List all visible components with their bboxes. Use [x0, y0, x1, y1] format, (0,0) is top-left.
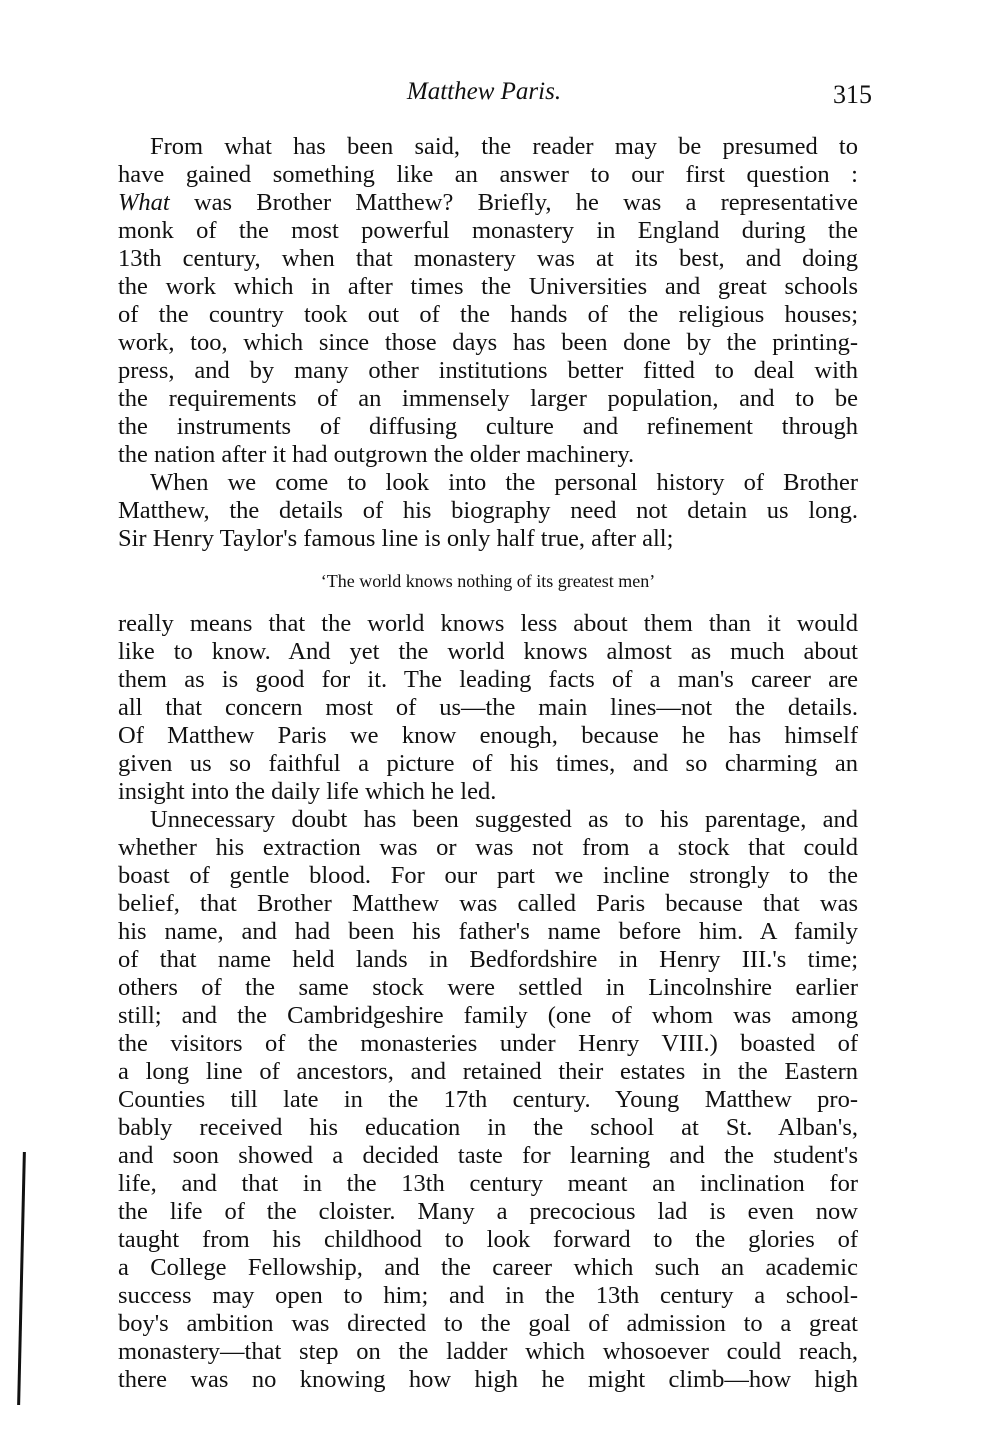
text-line: boy's ambition was directed to the goal of admission to a great — [118, 1310, 858, 1337]
body-text — [118, 133, 858, 1394]
text-line: work, too, which since those days has been done by the printing- — [118, 329, 858, 356]
running-title: Matthew Paris. — [406, 78, 562, 105]
text-line: given us so faithful a picture of his times, and so charming an — [118, 750, 858, 777]
text-line: the work which in after times the Universities and great schools — [118, 273, 858, 300]
text-line: the visitors of the monasteries under Henry VIII.) boasted of — [118, 1030, 858, 1057]
text-line: Of Matthew Paris we know enough, because he has himself — [118, 722, 858, 749]
text-line: whether his extraction was or was not from a stock that could — [118, 834, 858, 861]
text-line: Sir Henry Taylor's famous line is only half true, after all; — [118, 525, 674, 552]
text-line: the nation after it had outgrown the older machinery. — [118, 441, 635, 468]
text-line: Matthew, the details of his biography need not detain us long. — [118, 497, 858, 524]
text-line: insight into the daily life which he led. — [118, 778, 497, 805]
text-line: press, and by many other institutions better fitted to deal with — [118, 357, 858, 384]
text-line: them as is good for it. The leading facts of a man's career are — [118, 666, 858, 693]
text-line: From what has been said, the reader may be presumed to — [150, 133, 858, 160]
text-line: Unnecessary doubt has been suggested as to his parentage, and — [150, 806, 858, 833]
text-line: still; and the Cambridgeshire family (one of whom was among — [118, 1002, 858, 1029]
text-line: like to know. And yet the world knows almost as much about — [118, 638, 858, 665]
text-line: others of the same stock were settled in Lincolnshire earlier — [118, 974, 858, 1001]
text-line: When we come to look into the personal history of Brother — [150, 469, 858, 496]
text-line: there was no knowing how high he might climb—how high — [118, 1366, 858, 1393]
text-line: monastery—that step on the ladder which whosoever could reach, — [118, 1338, 858, 1365]
text-line: a long line of ancestors, and retained their estates in the Eastern — [118, 1058, 858, 1085]
text-line: really means that the world knows less about them than it would — [118, 610, 858, 637]
text-line: all that concern most of us—the main lines—not the details. — [118, 694, 858, 721]
text-line: the instruments of diffusing culture and refinement through — [118, 413, 858, 440]
text-line: 13th century, when that monastery was at its best, and doing — [118, 245, 858, 272]
text-line: and soon showed a decided taste for learning and the student's — [118, 1142, 858, 1169]
text-line — [118, 189, 858, 217]
text-line: of that name held lands in Bedfordshire in Henry III.'s time; — [118, 946, 858, 973]
text-line: boast of gentle blood. For our part we incline strongly to the — [118, 862, 858, 889]
text-line: the requirements of an immensely larger population, and to be — [118, 385, 858, 412]
margin-rule — [17, 1152, 26, 1405]
text-line: Counties till late in the 17th century. Young Matthew pro- — [118, 1086, 858, 1113]
text-line: monk of the most powerful monastery in England during the — [118, 217, 858, 244]
text-line: bably received his education in the school at St. Alban's, — [118, 1114, 858, 1141]
page-number: 315 — [833, 80, 872, 109]
text-line: have gained something like an answer to our first question : — [118, 161, 858, 188]
text-line: success may open to him; and in the 13th century a school- — [118, 1282, 858, 1309]
text-line: life, and that in the 13th century meant an inclination for — [118, 1170, 858, 1197]
text-line: the life of the cloister. Many a precocious lad is even now — [118, 1198, 858, 1225]
text-line: taught from his childhood to look forward to the glories of — [118, 1226, 858, 1253]
text-line: of the country took out of the hands of the religious houses; — [118, 301, 858, 328]
text-line: his name, and had been his father's name before him. A family — [118, 918, 858, 945]
emphasis: What — [118, 189, 170, 216]
block-quote: ‘The world knows nothing of its greatest men’ — [320, 571, 656, 591]
text-line: a College Fellowship, and the career which such an academic — [118, 1254, 858, 1281]
text-line-rest: was Brother Matthew? Briefly, he was a representative — [169, 189, 858, 216]
text-line: belief, that Brother Matthew was called Paris because that was — [118, 890, 858, 917]
